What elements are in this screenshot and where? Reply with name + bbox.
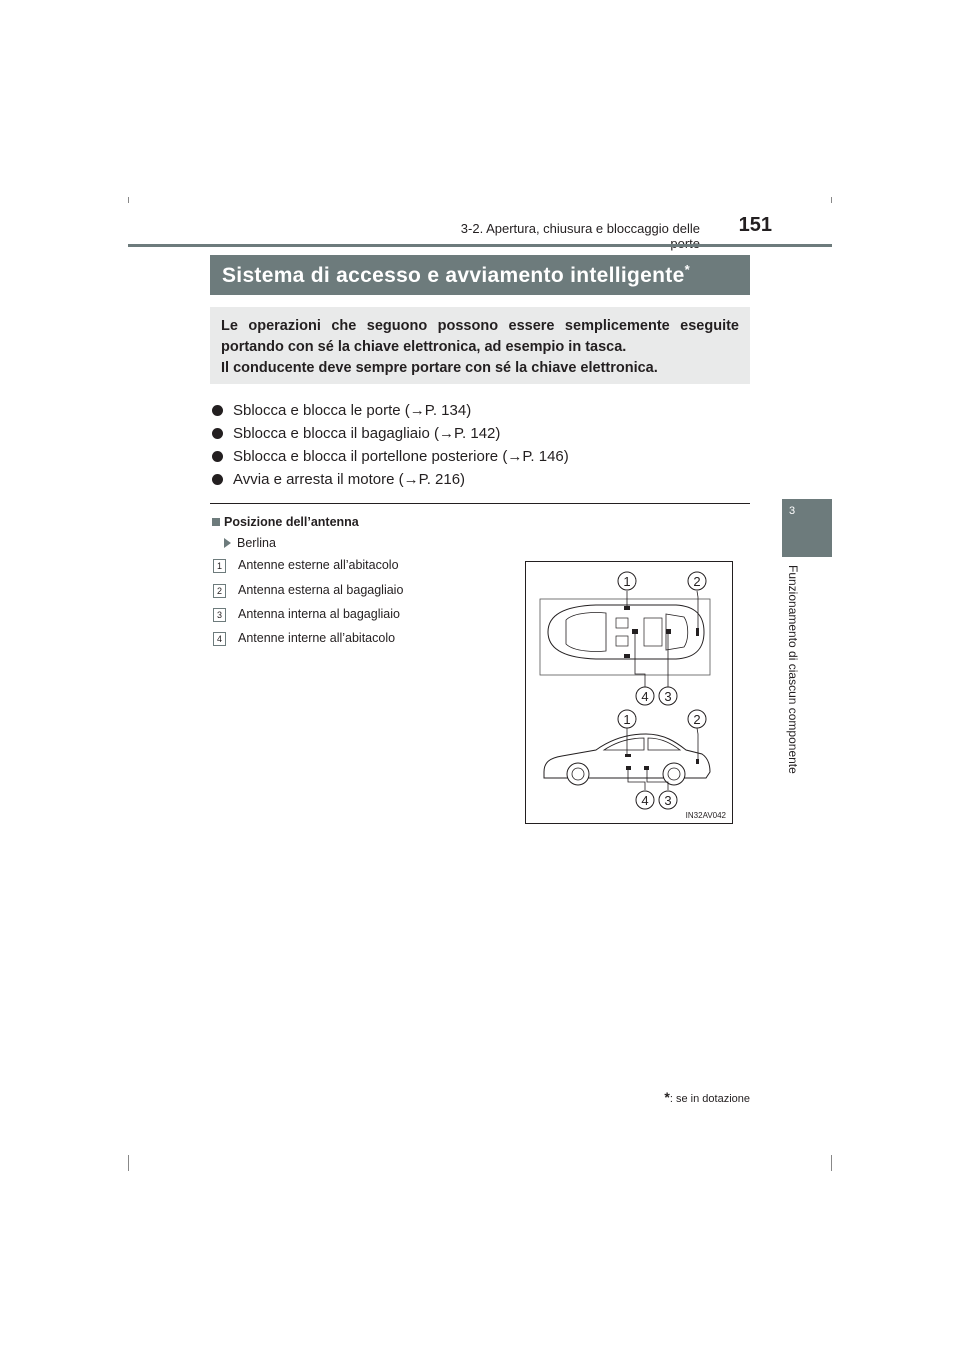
callout-1-top	[618, 572, 636, 590]
page-reference: →P. 216)	[403, 471, 466, 488]
feature-list	[212, 399, 732, 491]
legend-number: 1	[213, 559, 226, 573]
subsection-heading	[212, 515, 359, 529]
square-bullet-icon	[212, 518, 220, 526]
crop-mark	[831, 1155, 832, 1171]
seat	[616, 636, 628, 646]
chapter-number: 3	[788, 505, 796, 517]
optional-marker: *	[684, 262, 690, 277]
antenna-marker	[632, 629, 638, 634]
callout-2-top	[688, 572, 706, 590]
intro-line-2: portando con sé la chiave elettronica, ad esempio in tasca.	[221, 339, 627, 355]
svg-text:4: 4	[641, 793, 649, 808]
intro-text	[221, 316, 739, 379]
list-item	[212, 445, 732, 468]
front-wheel	[567, 763, 589, 785]
antenna-marker	[666, 629, 671, 634]
antenna-marker	[696, 759, 699, 764]
figure-code: IN32AV042	[685, 811, 726, 820]
car-top-view	[548, 605, 704, 659]
intro-line-3: Il conducente deve sempre portare con sé la chiave elettronica.	[221, 360, 658, 376]
header-rule	[128, 244, 832, 247]
footnote-marker: *	[664, 1089, 670, 1105]
legend-item	[213, 631, 503, 649]
leader-line	[635, 634, 645, 687]
leader-line	[628, 770, 645, 790]
chapter-title: Funzionamento di ciascun componente	[786, 565, 800, 774]
antenna-marker	[626, 766, 631, 770]
intro-line-1: Le operazioni che seguono possono essere semplicemente eseguite	[221, 318, 739, 334]
bullet-icon	[212, 451, 223, 462]
rear-seat	[644, 618, 662, 646]
legend-label: Antenne esterne all’abitacolo	[238, 558, 399, 572]
list-item	[212, 422, 732, 445]
list-item	[212, 468, 732, 491]
page-number: 151	[738, 214, 772, 236]
list-item	[212, 399, 732, 422]
legend-number: 4	[213, 632, 226, 646]
antenna-marker	[625, 754, 631, 757]
antenna-marker	[696, 628, 699, 636]
antenna-marker	[644, 766, 649, 770]
svg-text:2: 2	[693, 712, 701, 727]
callout-4-side	[636, 791, 654, 809]
legend-item	[213, 583, 503, 601]
windshield	[566, 613, 606, 652]
section-divider	[210, 503, 750, 504]
crop-mark	[128, 197, 129, 203]
running-header-section: 3-2. Apertura, chiusura e bloccaggio delle	[460, 221, 700, 236]
callout-2-side	[688, 710, 706, 728]
section-title-text: Sistema di accesso e avviamento intelligente	[222, 264, 685, 287]
antenna-location-figure	[525, 561, 733, 824]
list-item-text: Avvia e arresta il motore (	[233, 471, 404, 488]
svg-text:1: 1	[623, 712, 631, 727]
page-reference: →P. 134)	[409, 402, 472, 419]
page-reference: →P. 146)	[507, 448, 569, 465]
legend-number: 2	[213, 584, 226, 598]
bullet-icon	[212, 428, 223, 439]
svg-text:4: 4	[641, 689, 649, 704]
svg-text:3: 3	[664, 793, 672, 808]
svg-text:2: 2	[693, 574, 701, 589]
chapter-title-vertical	[780, 565, 808, 795]
legend-item	[213, 558, 503, 576]
bullet-icon	[212, 405, 223, 416]
antenna-marker	[624, 654, 630, 658]
legend-label: Antenne interne all’abitacolo	[238, 631, 396, 645]
callout-1-side	[618, 710, 636, 728]
list-item-text: Sblocca e blocca le porte (	[233, 402, 410, 419]
svg-text:1: 1	[623, 574, 631, 589]
triangle-bullet-icon	[224, 538, 231, 548]
crop-mark	[831, 197, 832, 203]
legend-number: 3	[213, 608, 226, 622]
variant-label	[224, 536, 276, 550]
crop-mark	[128, 1155, 129, 1171]
callout-3-side	[659, 791, 677, 809]
leader-line	[697, 728, 698, 759]
legend-label: Antenna interna al bagagliaio	[238, 607, 400, 621]
section-title	[222, 262, 690, 288]
antenna-marker	[624, 606, 630, 610]
callout-4-top	[636, 687, 654, 705]
legend-label: Antenna esterna al bagagliaio	[238, 583, 404, 597]
front-window	[604, 738, 644, 750]
footnote-text: : se in dotazione	[669, 1093, 750, 1105]
list-item-text: Sblocca e blocca il portellone posteriore (	[233, 448, 508, 465]
rear-side-window	[648, 738, 680, 750]
car-antenna-diagram	[526, 562, 732, 823]
variant-text: Berlina	[237, 536, 276, 550]
leader-line	[697, 591, 698, 628]
subsection-heading-text: Posizione dell’antenna	[224, 515, 359, 529]
list-item-text: Sblocca e blocca il bagagliaio (	[233, 425, 439, 442]
bullet-icon	[212, 474, 223, 485]
svg-text:3: 3	[664, 689, 672, 704]
page-reference: →P. 142)	[438, 425, 501, 442]
legend-item	[213, 607, 503, 625]
footnote	[620, 1089, 750, 1105]
seat	[616, 618, 628, 628]
callout-3-top	[659, 687, 677, 705]
